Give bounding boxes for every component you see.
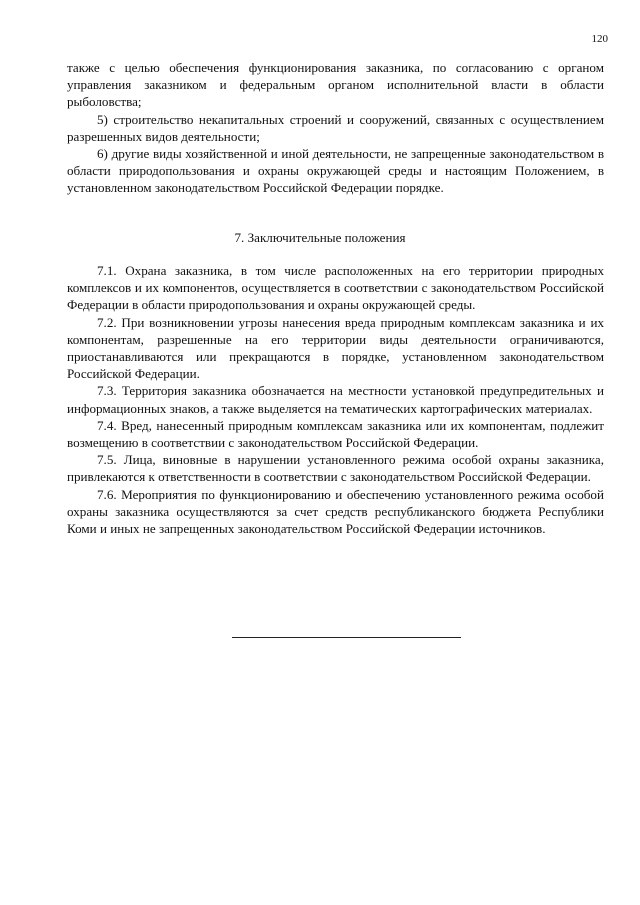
- list-continuation: [67, 59, 604, 197]
- clause-7-1: 7.1. Охрана заказника, в том числе расположенных на его территории природных комплексов и их компонентов, осуществляется в соответствии с законодательством Российской Федерации в области природопользования и охраны окружающей среды.: [67, 263, 604, 313]
- section-title: 7. Заключительные положения: [234, 230, 406, 245]
- list-item-5: 5) строительство некапитальных строений и сооружений, связанных с осуществлением разрешенных видов деятельности;: [67, 111, 604, 144]
- clause-7-2: 7.2. При возникновении угрозы нанесения вреда природным комплексам заказника и их компонентам, разрешенные на его территории виды деятельности ограничиваются, приостанавливаются или прекращаются в порядке, установленном законодательством Российской Федерации.: [67, 314, 604, 382]
- paragraph-continuation: также с целью обеспечения функционирования заказника, по согласованию с органом управления заказником и федеральным органом исполнительной власти в области рыболовства;: [67, 60, 604, 110]
- end-divider: [232, 637, 461, 638]
- section-7-body: [67, 262, 604, 537]
- clause-7-5: 7.5. Лица, виновные в нарушении установленного режима особой охраны заказника, привлекаются к ответственности в соответствии с законодательством Российской Федерации.: [67, 452, 604, 485]
- clause-7-4: 7.4. Вред, нанесенный природным комплексам заказника или их компонентам, подлежит возмещению в соответствии с законодательством Российской Федерации.: [67, 417, 604, 451]
- page-number: 120: [591, 33, 608, 45]
- clause-7-3: 7.3. Территория заказника обозначается на местности установкой предупредительных и информационных знаков, а также выделяется на тематических картографических материалах.: [67, 383, 604, 416]
- list-item-6: 6) другие виды хозяйственной и иной деятельности, не запрещенные законодательством в области природопользования и охраны окружающей среды и настоящим Положением, в установленном законодательством Российской Федерации порядке.: [67, 146, 604, 196]
- clause-7-6: 7.6. Мероприятия по функционированию и обеспечению установленного режима особой охраны заказника осуществляются за счет средств республиканского бюджета Республики Коми и иных не запрещенных законодательством Российской Федерации источников.: [67, 486, 604, 537]
